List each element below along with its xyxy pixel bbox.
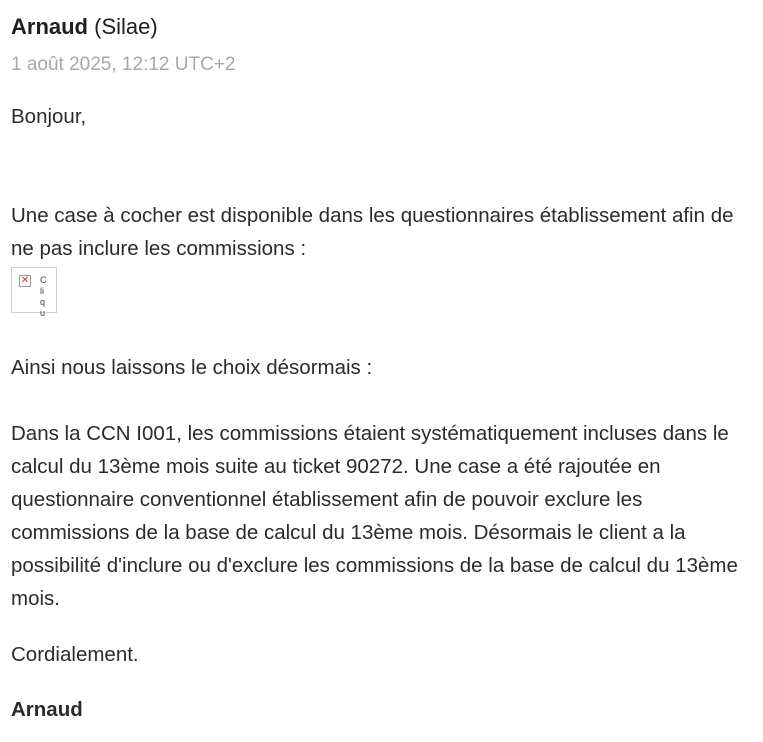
author-name[interactable]: Arnaud	[11, 14, 88, 39]
closing-text: Cordialement.	[11, 643, 139, 666]
choice-paragraph: Ainsi nous laissons le choix désormais :	[11, 356, 373, 379]
author-organization: (Silae)	[94, 14, 158, 39]
message-timestamp: 1 août 2025, 12:12 UTC+2	[11, 54, 236, 75]
broken-image-icon: ✕	[20, 275, 30, 286]
broken-image-placeholder[interactable]	[11, 267, 57, 318]
intro-paragraph: Une case à cocher est disponible dans les questionnaires établissement afin de ne pas inclure les commissions :	[11, 204, 734, 260]
message-header	[11, 12, 752, 42]
message-body	[11, 100, 752, 726]
signature: Arnaud	[11, 698, 83, 721]
details-paragraph: Dans la CCN I001, les commissions étaient systématiquement incluses dans le calcul du 13ème mois suite au ticket 90272. Une case a été rajoutée en questionnaire conventionnel établissement afin de pouvoir exclure les commissions de la base de calcul du 13ème mois. Désormais le client a la possibilité d'inclure ou d'exclure les commissions de la base de calcul du 13ème mois.	[11, 422, 738, 610]
image-alt-text: Cliqu	[40, 275, 47, 318]
greeting-text: Bonjour,	[11, 105, 87, 128]
